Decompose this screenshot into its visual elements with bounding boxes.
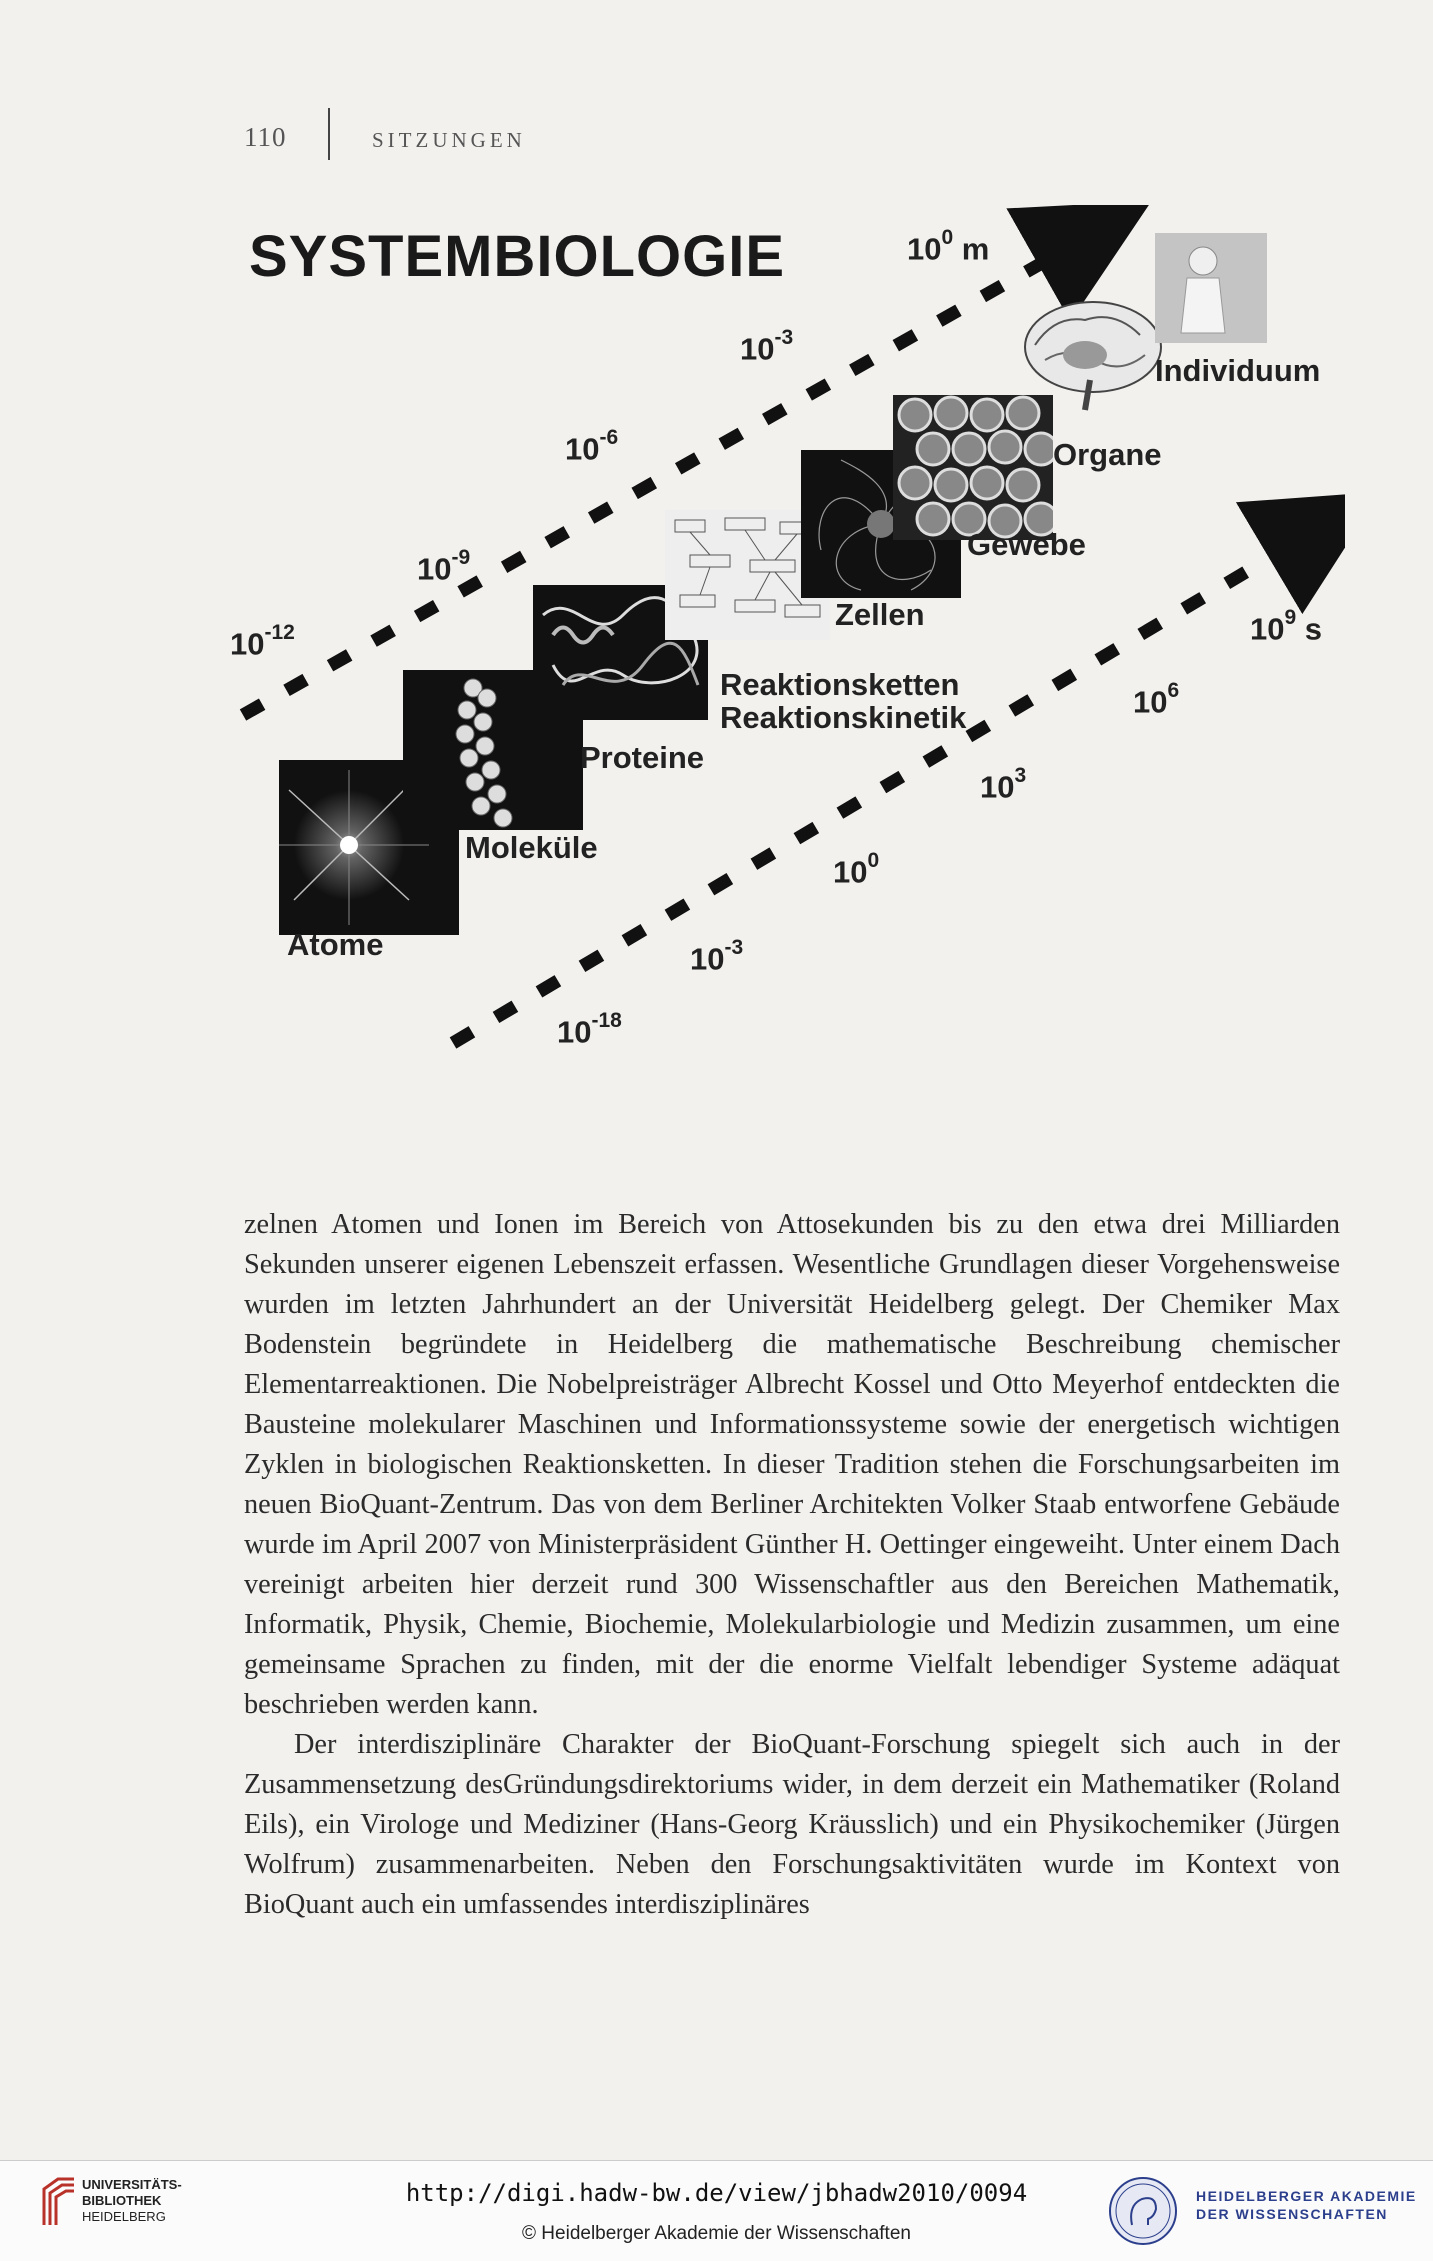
length-unit: m bbox=[961, 231, 990, 267]
academy-seal-icon bbox=[1104, 2175, 1182, 2247]
copyright-notice: © Heidelberger Akademie der Wissenschaften bbox=[522, 2223, 911, 2244]
label-proteine: Proteine bbox=[580, 740, 705, 775]
label-gewebe: Gewebe bbox=[967, 527, 1086, 562]
tissue-image bbox=[893, 395, 1053, 540]
running-title: SITZUNGEN bbox=[372, 128, 526, 152]
length-tick-3: $10^{-6}$ bbox=[565, 426, 619, 467]
time-tick-1: $10^{-18}$ bbox=[557, 1009, 622, 1050]
paragraph-2: Der interdisziplinäre Charakter der BioQuant-Forschung spiegelt sich auch in der Zusammensetzung desGründungsdirektoriums wider, in dem derzeit ein Mathematiker (Roland Eils), ein Virologe und Mediziner (Hans-Georg Kräusslich) und ein Physikochemiker (Jürgen Wolfrum) zusammenarbeiten. Neben den Forschungsaktivitäten wurde im Kontext von BioQuant auch ein umfassendes interdisziplinäres bbox=[244, 1729, 1340, 1920]
label-molekuele: Moleküle bbox=[465, 830, 598, 865]
academy-name: HEIDELBERGER AKADEMIE DER WISSENSCHAFTEN bbox=[1196, 2188, 1417, 2222]
brain-image bbox=[1015, 295, 1165, 415]
length-tick-4: $10^{-3}$ bbox=[740, 326, 794, 367]
time-tick-5: $10^6$ bbox=[1133, 679, 1180, 720]
label-zellen: Zellen bbox=[835, 597, 925, 632]
time-tick-3: $10^0$ bbox=[833, 849, 880, 890]
page-number: 110 bbox=[244, 122, 287, 152]
paragraph-1: zelnen Atomen und Ionen im Bereich von Attosekunden bis zu den etwa drei Milliarden Sekunden unserer eigenen Lebenszeit erfassen. Wesentliche Grundlagen dieser Vorgehensweise wurden im letzten Jahrhundert an der Universität Heidelberg gelegt. Der Chemiker Max Bodenstein begründete in Heidelberg die mathematische Beschreibung chemischer Elementarreaktionen. Die Nobelpreisträger Albrecht Kossel und Otto Meyerhof entdeckten die Bausteine molekularer Maschinen und Informationssysteme sowie der energetisch wichtigen Zyklen in biologischen Reaktionsketten. In dieser Tradition stehen die Forschungsarbeiten im neuen BioQuant-Zentrum. Das von dem Berliner Architekten Volker Staab entworfene Gebäude wurde im April 2007 von Ministerpräsident Günther H. Oettinger eingeweiht. Unter einem Dach vereinigt arbeiten hier derzeit rund 300 Wissenschaftler aus den Bereichen Mathematik, Informatik, Physik, Chemie, Biochemie, Molekularbiologie und Medizin zusammen, um eine gemeinsame Sprachen zu finden, mit der die enorme Vielfalt lebendiger Systeme adäquat beschrieben werden kann. bbox=[244, 1209, 1340, 1720]
time-tick-2: $10^{-3}$ bbox=[690, 936, 744, 977]
header-divider bbox=[328, 108, 330, 160]
systembiologie-figure bbox=[225, 205, 1345, 1085]
label-organe: Organe bbox=[1053, 437, 1162, 472]
time-tick-6: $10^9$ s bbox=[1250, 606, 1323, 647]
length-tick-5: $10^0$ m bbox=[907, 226, 990, 267]
length-tick-1: $10^{-12}$ bbox=[230, 621, 295, 662]
figure-title: SYSTEMBIOLOGIE bbox=[249, 224, 786, 289]
university-library-name: UNIVERSITÄTS- BIBLIOTHEK HEIDELBERG bbox=[82, 2177, 182, 2224]
body-text bbox=[244, 1205, 1340, 1925]
time-tick-4: $10^3$ bbox=[980, 764, 1027, 805]
label-reaktionsketten: Reaktionsketten bbox=[720, 667, 960, 702]
source-url-link[interactable]: http://digi.hadw-bw.de/view/jbhadw2010/0094 bbox=[405, 2179, 1028, 2207]
label-reaktionskinetik: Reaktionskinetik bbox=[720, 700, 967, 735]
length-tick-2: $10^{-9}$ bbox=[417, 546, 471, 587]
page-footer bbox=[0, 2160, 1433, 2261]
label-atome: Atome bbox=[287, 927, 384, 962]
time-unit: s bbox=[1304, 611, 1323, 647]
label-individuum: Individuum bbox=[1155, 353, 1321, 388]
individual-photo bbox=[1155, 233, 1267, 343]
